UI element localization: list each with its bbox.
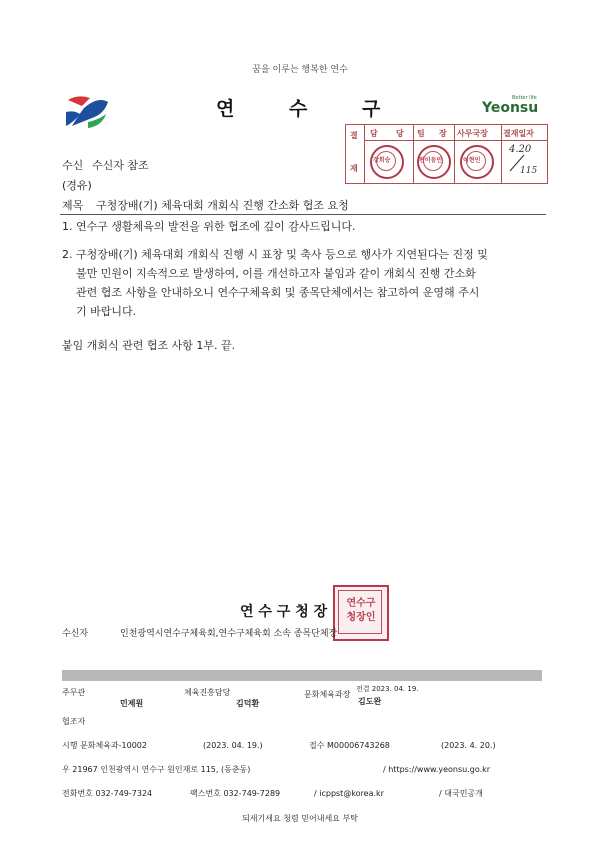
receipt-date: (2023. 4. 20.) xyxy=(441,741,496,750)
fax: 팩스번호 032-749-7289 xyxy=(190,789,281,798)
divider-bar xyxy=(62,670,542,681)
leader-label: 체육진흥담당 xyxy=(184,688,231,697)
title-char-1: 연 xyxy=(216,98,235,120)
via-label: (경유) xyxy=(62,179,92,192)
subject-label: 제목 xyxy=(62,199,84,212)
director-name: 김도완 xyxy=(358,697,382,706)
approval-header-team-1: 팀 xyxy=(417,129,425,138)
approval-date-top: 4.20 xyxy=(509,144,532,155)
logo-wordmark: Yeonsu xyxy=(482,100,539,116)
recipient-label: 수신 xyxy=(62,159,84,172)
approval-stamp-staff-text: 강희승 xyxy=(373,157,391,164)
approval-header-team-2: 장 xyxy=(439,129,447,138)
official-seal-text: 연수구청장인 xyxy=(346,598,376,623)
approval-row-label-top: 결 xyxy=(350,131,358,140)
approval-date-bottom: 115 xyxy=(520,166,538,176)
approval-header-staff-2: 당 xyxy=(396,129,404,138)
approval-header-staff-1: 담 xyxy=(370,129,378,138)
approval-header-secretary: 사무국장 xyxy=(457,129,488,138)
logo-tagline: Better life xyxy=(512,95,537,101)
phone: 전화번호 032-749-7324 xyxy=(62,789,153,798)
approval-row-label-bottom: 재 xyxy=(350,164,358,173)
receipt: 접수 M00006743268 xyxy=(309,741,390,750)
slogan: 꿈을 이루는 행복한 연수 xyxy=(252,65,348,75)
approval-stamp-team-text: 편이동민 xyxy=(419,157,443,164)
recipients-value: 인천광역시연수구체육회,연수구체육회 소속 종목단체장 xyxy=(120,629,338,639)
paragraph-2-line-1: 2. 구청장배(기) 체육대회 개회식 진행 시 표창 및 축사 등으로 행사가 지연된다는 진정 및 xyxy=(62,248,488,261)
chief-name: 민제원 xyxy=(120,699,144,708)
sender-title: 연 수 구 청 장 xyxy=(240,604,328,620)
leader-name: 김덕환 xyxy=(236,699,260,708)
chief-label: 주무관 xyxy=(62,688,86,697)
subject-value: 구청장배(기) 체육대회 개회식 진행 간소화 협조 요청 xyxy=(96,199,349,212)
enforcement-date: (2023. 04. 19.) xyxy=(203,741,263,750)
paragraph-2-line-2: 불만 민원이 지속적으로 발생하여, 이를 개선하고자 붙임과 같이 개회식 진행 간소화 xyxy=(76,267,476,280)
approval-stamp-secretary-text: 이현인 xyxy=(463,157,481,164)
yeonsu-logo xyxy=(482,96,544,116)
cooperator-label: 협조자 xyxy=(62,717,86,726)
official-seal xyxy=(333,585,389,641)
address: 우 21967 인천광역시 연수구 원인재로 115, (동춘동) xyxy=(62,765,251,774)
paragraph-1: 1. 연수구 생활체육의 발전을 위한 협조에 깊이 감사드립니다. xyxy=(62,220,356,233)
enforcement: 시행 문화체육과-10002 xyxy=(62,741,147,750)
recipients-label: 수신자 xyxy=(62,629,89,639)
closing-slogan: 되새기세요 청렴 믿어내세요 부탁 xyxy=(242,814,358,823)
approval-table xyxy=(345,124,548,184)
yeonsu-emblem-icon xyxy=(64,92,110,130)
title-char-2: 수 xyxy=(289,98,308,120)
approval-header-date: 결재일자 xyxy=(503,129,534,138)
attachment-line: 붙임 개회식 관련 협조 사항 1부. 끝. xyxy=(62,339,236,352)
director-note: 전결 2023. 04. 19. xyxy=(356,685,419,693)
paragraph-2-line-3: 관련 협조 사항을 안내하오니 연수구체육회 및 종목단체에서는 참고하여 운영해 주시 xyxy=(76,286,480,299)
website-link[interactable]: / https://www.yeonsu.go.kr xyxy=(383,765,491,774)
director-label: 문화체육과장 xyxy=(304,690,351,699)
email-link[interactable]: / icppst@korea.kr xyxy=(314,789,384,798)
recipient-value: 수신자 참조 xyxy=(92,159,149,172)
disclosure: / 대국민공개 xyxy=(439,789,483,798)
title-char-3: 구 xyxy=(362,98,381,120)
paragraph-2-line-4: 기 바랍니다. xyxy=(76,305,137,318)
